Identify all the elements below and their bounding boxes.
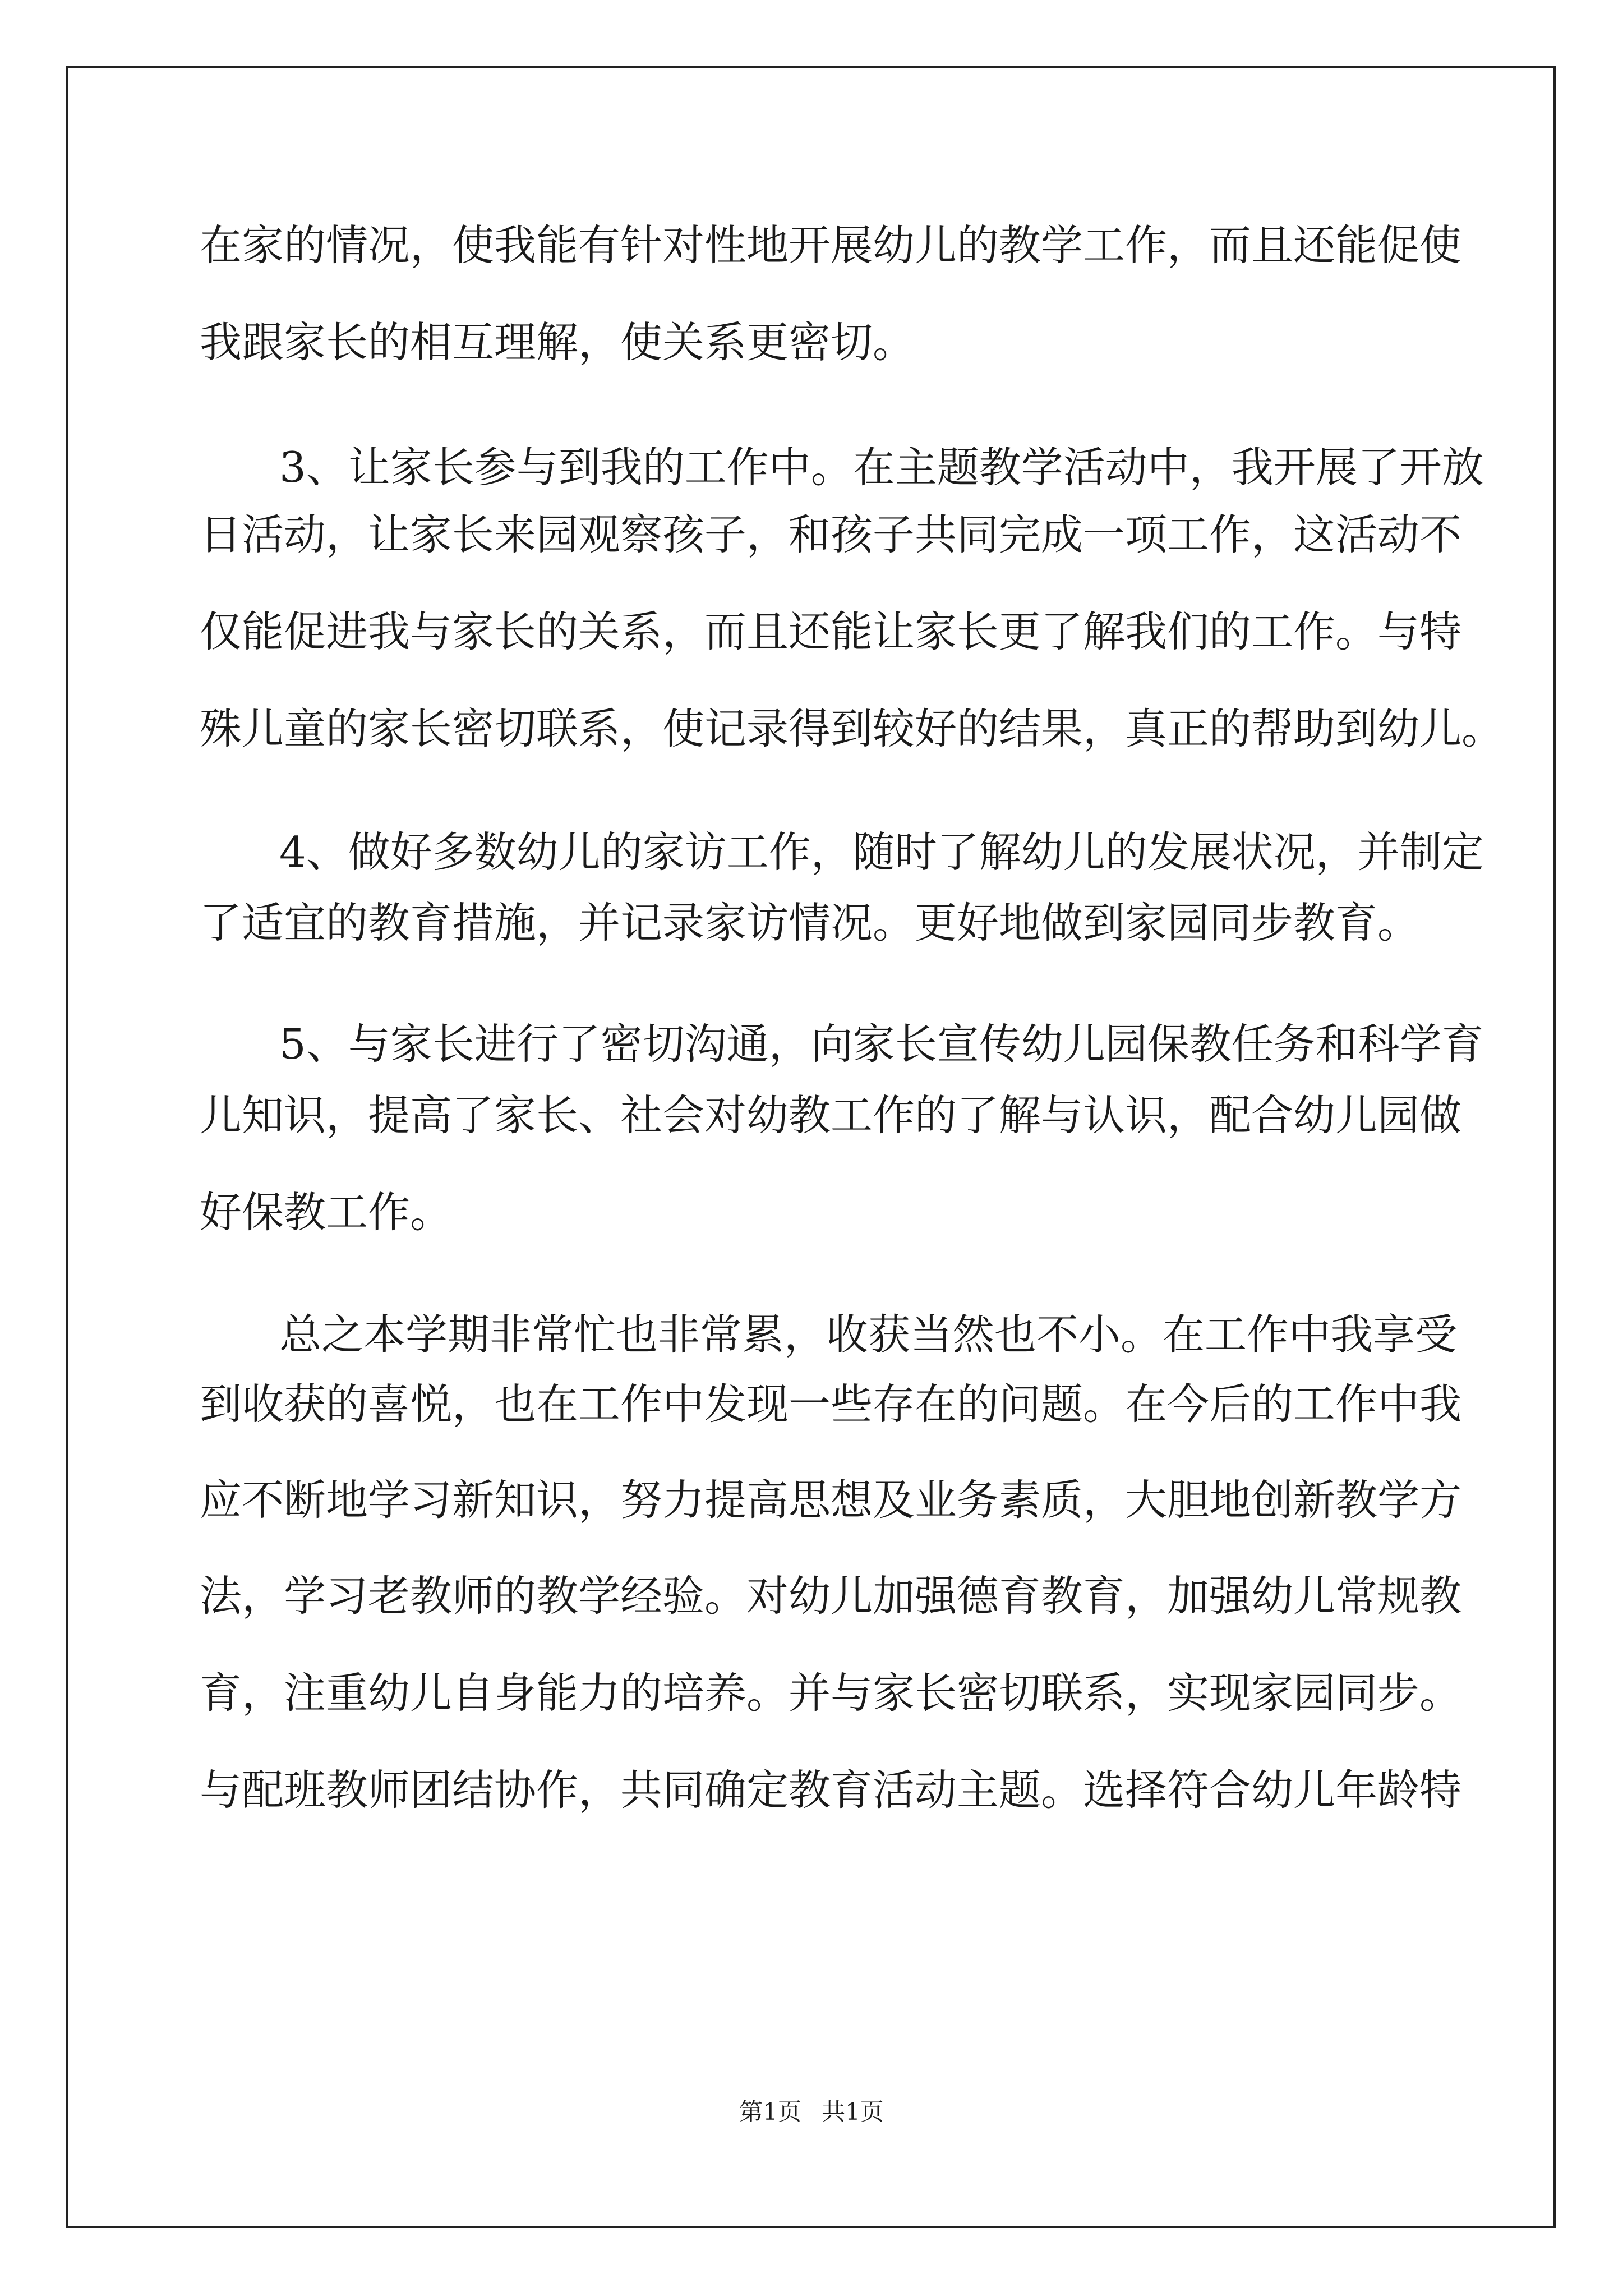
page-total: 共1页: [822, 2098, 884, 2125]
body-line: 好保教工作。: [200, 1188, 453, 1237]
page-footer: [0, 2098, 1623, 2126]
body-line: 3、让家长参与到我的工作中。在主题教学活动中，我开展了开放: [279, 443, 1484, 492]
body-line: 育，注重幼儿自身能力的培养。并与家长密切联系，实现家园同步。: [200, 1668, 1462, 1718]
body-line: 总之本学期非常忙也非常累，收获当然也不小。在工作中我享受: [279, 1310, 1458, 1359]
page-border: [66, 66, 1556, 2228]
body-line: 在家的情况，使我能有针对性地开展幼儿的教学工作，而且还能促使: [200, 220, 1462, 270]
body-line: 殊儿童的家长密切联系，使记录得到较好的结果，真正的帮助到幼儿。: [200, 704, 1504, 753]
body-line: 5、与家长进行了密切沟通，向家长宣传幼儿园保教任务和科学育: [279, 1019, 1484, 1069]
body-line: 我跟家长的相互理解，使关系更密切。: [200, 318, 915, 367]
body-line: 仅能促进我与家长的关系，而且还能让家长更了解我们的工作。与特: [200, 607, 1462, 656]
body-line: 了适宜的教育措施，并记录家访情况。更好地做到家园同步教育。: [200, 898, 1420, 947]
body-line: 日活动，让家长来园观察孩子，和孩子共同完成一项工作，这活动不: [200, 510, 1462, 559]
body-line: 应不断地学习新知识，努力提高思想及业务素质，大胆地创新教学方: [200, 1475, 1462, 1525]
body-line: 4、做好多数幼儿的家访工作，随时了解幼儿的发展状况，并制定: [279, 827, 1484, 877]
body-line: 儿知识，提高了家长、社会对幼教工作的了解与认识，配合幼儿园做: [200, 1091, 1462, 1140]
body-line: 法，学习老教师的教学经验。对幼儿加强德育教育，加强幼儿常规教: [200, 1571, 1462, 1621]
body-line: 到收获的喜悦，也在工作中发现一些存在的问题。在今后的工作中我: [200, 1379, 1462, 1429]
body-line: 与配班教师团结协作，共同确定教育活动主题。选择符合幼儿年龄特: [200, 1765, 1462, 1815]
page-number: 第1页: [739, 2098, 801, 2125]
